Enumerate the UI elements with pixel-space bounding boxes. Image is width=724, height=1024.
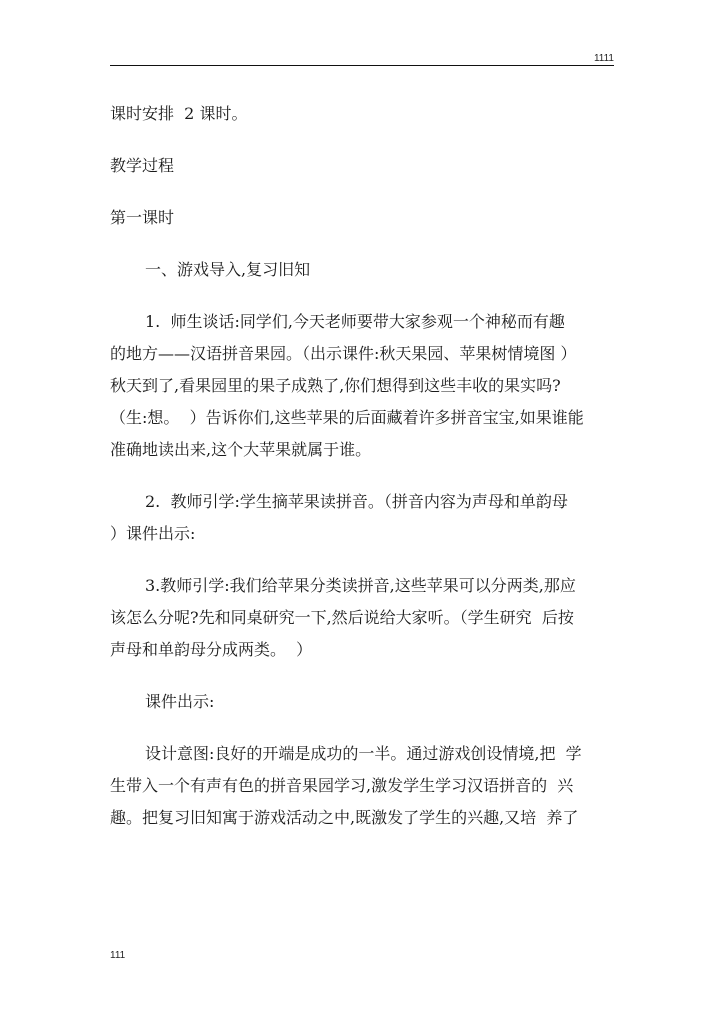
- paragraph-line: 的地方——汉语拼音果园。（出示课件:秋天果园、苹果树情境图 ）: [110, 344, 577, 363]
- document-body: [110, 98, 614, 834]
- paragraph-line: ）课件出示:: [110, 524, 196, 543]
- paragraph-line: 设计意图:良好的开端是成功的一半。通过游戏创设情境,把 学: [145, 744, 582, 763]
- spacer: [110, 182, 614, 202]
- spacer: [110, 234, 614, 254]
- footer-page-number: 111: [110, 950, 126, 961]
- spacer: [110, 666, 614, 686]
- header-rule: [110, 65, 614, 66]
- paragraph-1: [110, 306, 614, 466]
- spacer: [110, 550, 614, 570]
- paragraph-line: 秋天到了,看果园里的果子成熟了,你们想得到这些丰收的果实吗?: [110, 376, 561, 395]
- paragraph-line: 生带入一个有声有色的拼音果园学习,激发学生学习汉语拼音的 兴: [110, 776, 574, 795]
- paragraph-line: 趣。把复习旧知寓于游戏活动之中,既激发了学生的兴趣,又培 养了: [110, 808, 579, 827]
- paragraph-line: 1. 师生谈话:同学们,今天老师要带大家参观一个神秘而有趣: [145, 312, 565, 331]
- paragraph-line: 2. 教师引学:学生摘苹果读拼音。（拼音内容为声母和单韵母: [145, 492, 568, 511]
- paragraph-4: [110, 738, 614, 834]
- paragraph-3: [110, 570, 614, 666]
- courseware-line: 课件出示:: [145, 692, 215, 711]
- spacer: [110, 718, 614, 738]
- paragraph-line: 该怎么分呢?先和同桌研究一下,然后说给大家听。（学生研究 后按: [110, 608, 574, 627]
- paragraph-line: （生:想。 ）告诉你们,这些苹果的后面藏着许多拼音宝宝,如果谁能: [110, 408, 584, 427]
- lesson-heading: 第一课时: [110, 208, 175, 227]
- header-page-number: 1111: [593, 53, 614, 64]
- paragraph-line: 准确地读出来,这个大苹果就属于谁。: [110, 440, 372, 459]
- section-heading: 教学过程: [110, 156, 175, 175]
- subsection-heading: 一、游戏导入,复习旧知: [145, 260, 311, 279]
- spacer: [110, 466, 614, 486]
- spacer: [110, 130, 614, 150]
- schedule-line: 课时安排 2 课时。: [110, 104, 248, 123]
- spacer: [110, 286, 614, 306]
- paragraph-line: 声母和单韵母分成两类。 ）: [110, 640, 313, 659]
- paragraph-line: 3.教师引学:我们给苹果分类读拼音,这些苹果可以分两类,那应: [145, 576, 576, 595]
- paragraph-2: [110, 486, 614, 550]
